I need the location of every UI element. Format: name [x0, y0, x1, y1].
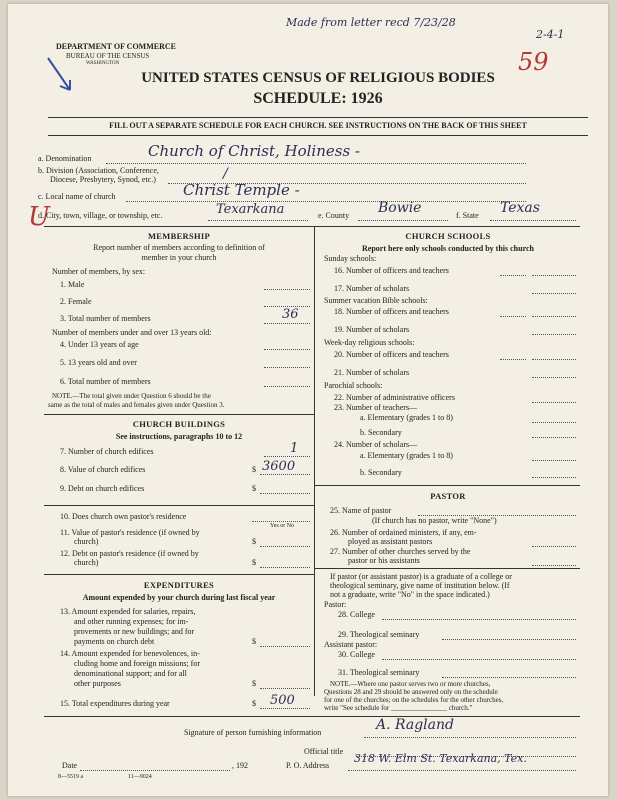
date-year: , 192	[232, 761, 248, 770]
bureau-city: WASHINGTON	[86, 61, 120, 66]
q6-total-members: 6. Total number of members	[60, 377, 151, 386]
q19: 19. Number of scholars	[334, 325, 410, 334]
q22: 22. Number of administrative officers	[334, 393, 455, 402]
pastor-note-2: Questions 28 and 29 should be answered only on the schedule	[324, 688, 498, 696]
schools-sub: Report here only schools conducted by this church	[362, 244, 534, 253]
expenditures-sub: Amount expended by your church during last fiscal year	[82, 593, 276, 602]
county-label: e. County	[318, 211, 350, 220]
form-number-2: 11—9024	[128, 774, 152, 780]
q27-line-1: 27. Number of other churches served by the	[330, 547, 471, 556]
q18: 18. Number of officers and teachers	[334, 307, 449, 316]
q31: 31. Theological seminary	[338, 668, 420, 677]
q13-line-3: provements or new buildings; and for	[74, 627, 195, 636]
dept-name: DEPARTMENT OF COMMERCE	[56, 42, 177, 51]
q2-female: 2. Female	[60, 297, 92, 306]
form-instruction: FILL OUT A SEPARATE SCHEDULE FOR EACH CHURCH. SEE INSTRUCTIONS ON THE BACK OF THIS SHEET	[109, 121, 527, 130]
q1-male: 1. Male	[60, 280, 85, 289]
q7-value: 1	[290, 441, 299, 456]
membership-intro-1: Report number of members according to definition of	[93, 243, 265, 252]
q30: 30. College	[338, 650, 375, 659]
division-label: b. Division (Association, Conference,	[38, 166, 159, 175]
top-handwritten-note: Made from letter recd 7/23/28	[286, 16, 456, 29]
po-address-label: P. O. Address	[286, 761, 330, 770]
q24a: a. Elementary (grades 1 to 8)	[360, 451, 453, 460]
form-title: UNITED STATES CENSUS OF RELIGIOUS BODIES	[141, 70, 495, 86]
membership-title: MEMBERSHIP	[147, 231, 211, 241]
city-value: Texarkana	[216, 202, 285, 217]
q14-line-4: other purposes	[74, 679, 121, 688]
q14-line-2: cluding home and foreign missions; for	[74, 659, 200, 668]
q26-line-2: ployed as assistant pastors	[348, 537, 433, 546]
state-value: Texas	[500, 200, 540, 216]
q10-owns-residence: 10. Does church own pastor's residence	[60, 512, 187, 521]
pastor-label: Pastor:	[324, 600, 347, 609]
denomination-value: Church of Christ, Holiness -	[148, 142, 360, 160]
summer-label: Summer vacation Bible schools:	[324, 296, 428, 305]
q3-total-members: 3. Total number of members	[60, 314, 151, 323]
q8-edifice-value: 8. Value of church edifices	[60, 465, 146, 474]
q14-line-3: denominational support; and for all	[74, 669, 187, 678]
q15-value: 500	[270, 693, 295, 708]
q3-value: 36	[282, 307, 299, 322]
code-note: 2-4-1	[536, 28, 565, 41]
schools-title: CHURCH SCHOOLS	[405, 231, 491, 241]
q16: 16. Number of officers and teachers	[334, 266, 449, 275]
membership-note-2: same as the total of males and females given under Question 3.	[48, 401, 225, 409]
q13-line-4: payments on church debt	[74, 637, 155, 646]
asst-pastor-label: Assistant pastor:	[324, 640, 378, 649]
pastor-note-1: NOTE.—Where one pastor serves two or more churches,	[330, 680, 491, 688]
denomination-label: a. Denomination	[38, 154, 92, 163]
q27-line-2: pastor or his assistants	[348, 556, 420, 565]
grad-instr-1: If pastor (or assistant pastor) is a graduate of a college or	[330, 572, 512, 581]
official-title-label: Official title	[304, 747, 344, 756]
q11-residence-value: 11. Value of pastor's residence (if owned by	[60, 528, 200, 537]
dollar-sign: $	[252, 637, 256, 646]
q24b: b. Secondary	[360, 468, 402, 477]
buildings-sub: See instructions, paragraphs 10 to 12	[115, 432, 243, 441]
q23a: a. Elementary (grades 1 to 8)	[360, 413, 453, 422]
buildings-title: CHURCH BUILDINGS	[132, 419, 226, 429]
division-label-2: Diocese, Presbytery, Synod, etc.)	[50, 175, 156, 184]
q23: 23. Number of teachers—	[334, 403, 418, 412]
q21: 21. Number of scholars	[334, 368, 410, 377]
schedule-title: SCHEDULE: 1926	[253, 90, 383, 107]
parochial-label: Parochial schools:	[324, 381, 383, 390]
q25-hint: (If church has no pastor, write "None")	[372, 516, 497, 525]
grad-instr-2: theological seminary, give name of institution below. (If	[330, 581, 510, 590]
q20: 20. Number of officers and teachers	[334, 350, 449, 359]
yes-no-hint: Yes or No	[270, 523, 295, 529]
q12-church: church)	[74, 558, 99, 567]
dollar-sign: $	[252, 465, 256, 474]
q12-residence-debt: 12. Debt on pastor's residence (if owned by	[60, 549, 199, 558]
membership-intro-2: member in your church	[141, 253, 217, 262]
dollar-sign: $	[252, 558, 256, 567]
expenditures-title: EXPENDITURES	[143, 580, 215, 590]
q24: 24. Number of scholars—	[334, 440, 418, 449]
q26-line-1: 26. Number of ordained ministers, if any, em-	[330, 528, 477, 537]
local-name-label: c. Local name of church	[38, 192, 116, 201]
census-schedule-sheet	[8, 4, 608, 796]
q13-line-1: 13. Amount expended for salaries, repairs,	[60, 607, 196, 616]
po-address-value: 318 W. Elm St. Texarkana, Tex.	[354, 752, 527, 765]
q9-edifice-debt: 9. Debt on church edifices	[60, 484, 145, 493]
red-mark: U	[28, 202, 50, 232]
county-value: Bowie	[378, 200, 422, 216]
q5-13-and-over: 5. 13 years old and over	[60, 358, 137, 367]
q13-line-2: and other running expenses; for im-	[74, 617, 189, 626]
dollar-sign: $	[252, 699, 256, 708]
state-label: f. State	[456, 211, 479, 220]
dollar-sign: $	[252, 679, 256, 688]
signature-value: A. Ragland	[376, 717, 454, 733]
q17: 17. Number of scholars	[334, 284, 410, 293]
red-number: 59	[518, 48, 549, 76]
bureau-name: BUREAU OF THE CENSUS	[66, 52, 150, 60]
members-by-sex-label: Number of members, by sex:	[52, 267, 146, 276]
q28: 28. College	[338, 610, 375, 619]
members-by-age-label: Number of members under and over 13 years old:	[52, 328, 212, 337]
q14-line-1: 14. Amount expended for benevolences, in-	[60, 649, 200, 658]
q15-total-expenditures: 15. Total expenditures during year	[60, 699, 170, 708]
division-value: /	[223, 166, 228, 182]
dollar-sign: $	[252, 484, 256, 493]
signature-label: Signature of person furnishing information	[184, 728, 322, 737]
q29: 29. Theological seminary	[338, 630, 420, 639]
pastor-note-3: for one of the churches; on the schedules for the other churches,	[324, 696, 504, 704]
sunday-label: Sunday schools:	[324, 254, 377, 263]
pastor-note-4: write "See schedule for ________________ church."	[324, 704, 473, 712]
city-label: d. City, town, village, or township, etc.	[38, 211, 163, 220]
q25: 25. Name of pastor	[330, 506, 392, 515]
form-number-1: 8—5519 a	[58, 774, 84, 780]
dollar-sign: $	[252, 537, 256, 546]
pastor-title: PASTOR	[430, 491, 466, 501]
q23b: b. Secondary	[360, 428, 402, 437]
membership-note-1: NOTE.—The total given under Question 6 should be the	[52, 392, 211, 400]
local-name-value: Christ Temple -	[183, 181, 300, 199]
q4-under-13: 4. Under 13 years of age	[60, 340, 139, 349]
q7-edifices: 7. Number of church edifices	[60, 447, 154, 456]
q11-church: church)	[74, 537, 99, 546]
q8-value: 3600	[262, 459, 296, 474]
date-label: Date	[62, 761, 78, 770]
grad-instr-3: not a graduate, write "No" in the space indicated.)	[330, 590, 490, 599]
weekday-label: Week-day religious schools:	[324, 338, 415, 347]
